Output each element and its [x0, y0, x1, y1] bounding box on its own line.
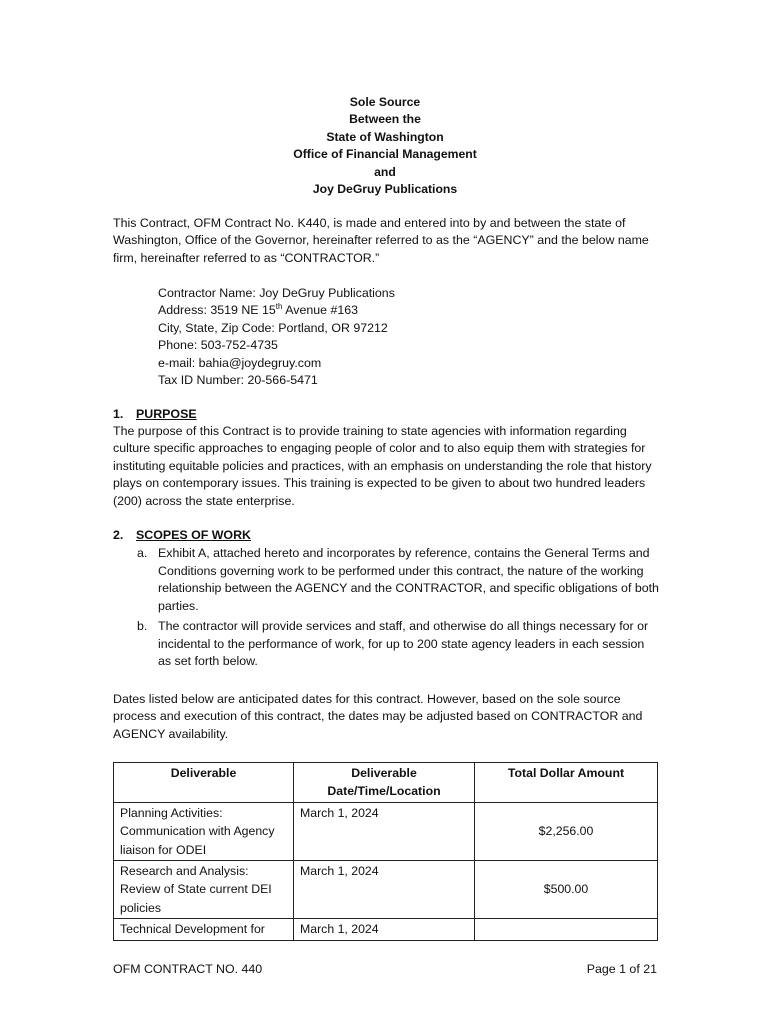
title-line: Joy DeGruy Publications: [312, 182, 458, 197]
amount-cell: $500.00: [475, 861, 658, 919]
contractor-city: City, State, Zip Code: Portland, OR 97212: [158, 320, 388, 335]
contractor-email: e-mail: bahia@joydegruy.com: [158, 355, 322, 370]
title-line: Between the: [349, 112, 421, 127]
section-2-heading: 2. SCOPES OF WORK: [113, 528, 251, 542]
contractor-phone: Phone: 503-752-4735: [158, 338, 278, 353]
table-row: [114, 861, 658, 919]
contractor-name: Contractor Name: Joy DeGruy Publications: [158, 286, 395, 300]
amount-cell: $2,256.00: [475, 802, 658, 860]
column-header: Deliverable: [114, 763, 294, 803]
title-line: and: [374, 164, 396, 179]
title-line: Office of Financial Management: [293, 147, 477, 162]
dates-note-paragraph: Dates listed below are anticipated dates for this contract. However, based on the sole source process and execution of this contract, the dates may be adjusted based on CONTRACTOR and AGENCY availability.: [113, 692, 643, 741]
deliverable-cell: Planning Activities: Communication with Agency liaison for ODEI: [114, 802, 294, 860]
scope-item-b: b. The contractor will provide services and staff, and otherwise do all things necessary for or incidental to the performance of work, for up to 200 state agency leaders in each session as set forth below.: [137, 619, 649, 669]
contractor-tax-id: Tax ID Number: 20-566-5471: [158, 373, 318, 388]
date-cell: March 1, 2024: [294, 919, 475, 940]
table-row: [114, 919, 658, 940]
title-line: State of Washington: [326, 129, 444, 144]
title-line: Sole Source: [349, 95, 421, 109]
scope-item-a: a. Exhibit A, attached hereto and incorporates by reference, contains the General Terms and Conditions governing work to be performed under this contract, the nature of the working relationship between the AGENCY and the CONTRACTOR, and specific obligations of both parties.: [137, 546, 659, 613]
deliverable-cell: Technical Development for: [114, 919, 294, 940]
contract-title-block: [0, 94, 770, 198]
contractor-info-block: [158, 285, 638, 389]
footer-page-number: Page 1 of 21: [586, 962, 657, 976]
section-1-heading: 1. PURPOSE: [113, 407, 197, 421]
deliverables-table: [113, 762, 658, 941]
amount-cell: [475, 919, 658, 940]
table-row: [114, 802, 658, 860]
purpose-paragraph: The purpose of this Contract is to provide training to state agencies with information regarding culture specific approaches to engaging people of color and to also equip them with strategies for instituting equitable policies and practices, with an emphasis on understanding the role that history plays on contemporary issues. This training is expected to be given to about two hundred leaders (200) across the state enterprise.: [113, 424, 652, 508]
deliverable-cell: Research and Analysis: Review of State current DEI policies: [114, 861, 294, 919]
footer-contract-number: OFM CONTRACT NO. 440: [113, 962, 263, 976]
column-header: Total Dollar Amount: [475, 763, 658, 803]
column-header: Deliverable Date/Time/Location: [294, 763, 475, 803]
contractor-address: Address: 3519 NE 15th Avenue #163: [158, 302, 359, 318]
table-header-row: [114, 763, 658, 803]
intro-paragraph: This Contract, OFM Contract No. K440, is made and entered into by and between the state of Washington, Office of the Governor, hereinafter referred to as the “AGENCY” and the below name firm, hereinafter referred to as “CONTRACTOR.”: [113, 216, 649, 265]
date-cell: March 1, 2024: [294, 861, 475, 919]
date-cell: March 1, 2024: [294, 802, 475, 860]
